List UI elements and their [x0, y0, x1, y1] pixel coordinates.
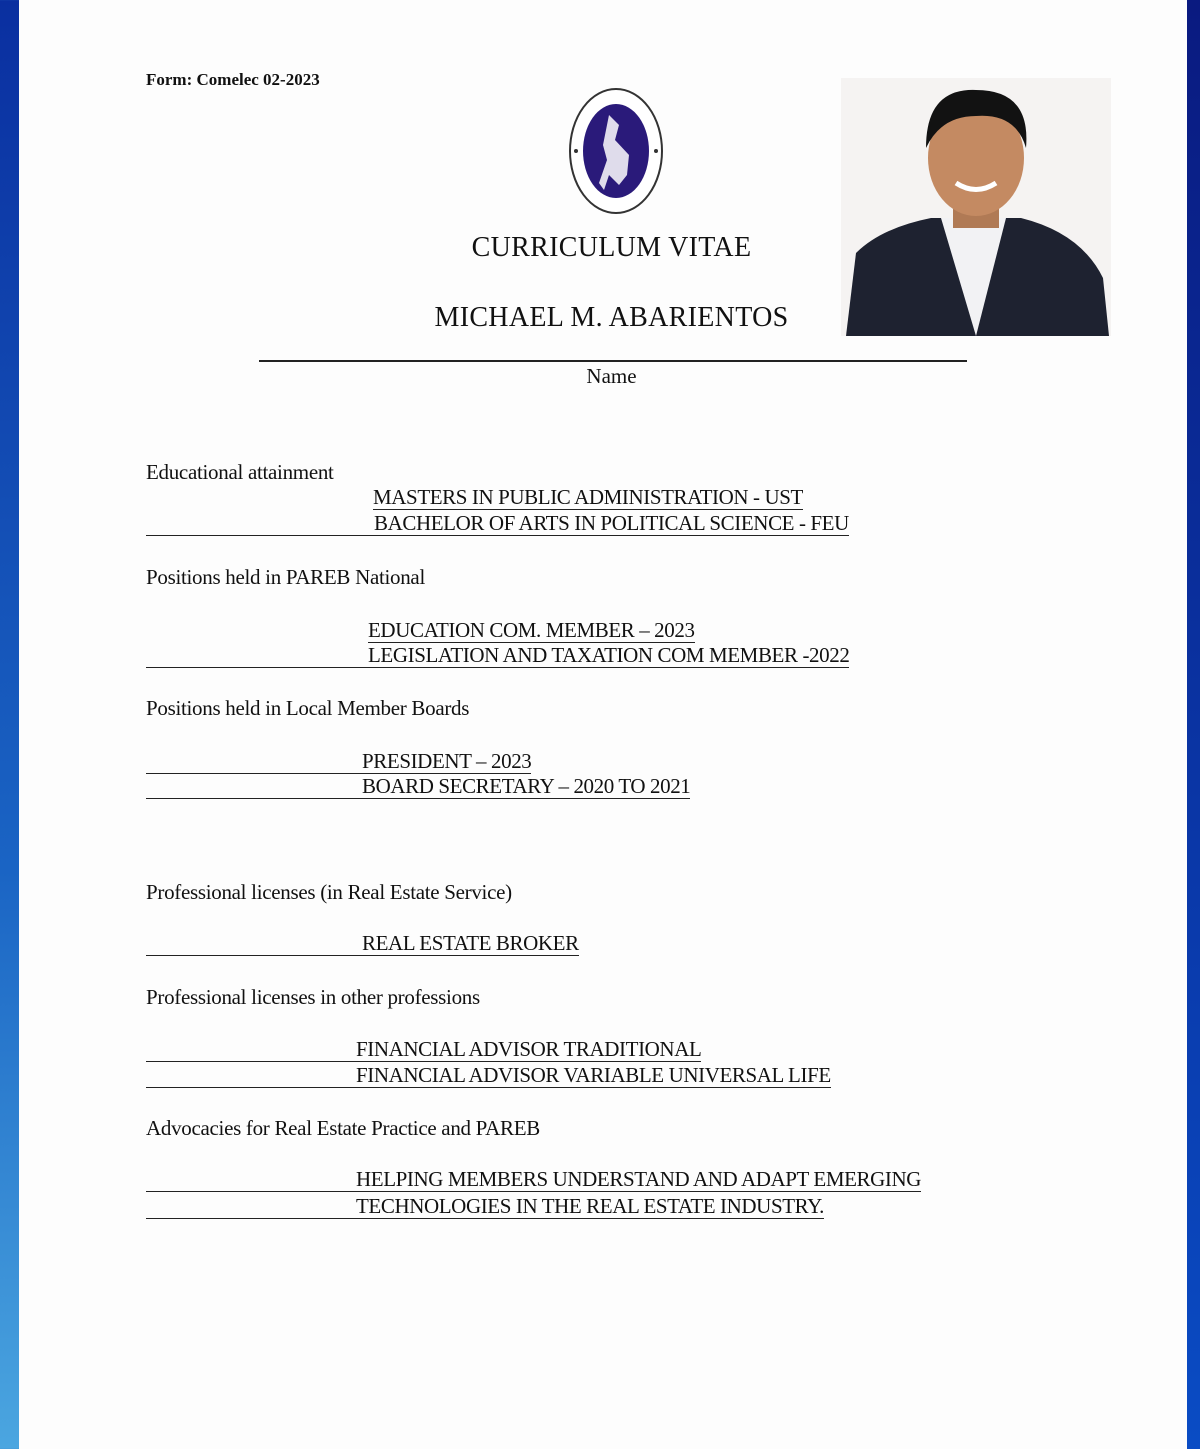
- education-label: Educational attainment: [146, 460, 334, 484]
- name-underline: [259, 360, 967, 362]
- advocacy-item: HELPING MEMBERS UNDERSTAND AND ADAPT EMERGING: [146, 1167, 921, 1192]
- candidate-photo: [841, 78, 1111, 336]
- local-label: Positions held in Local Member Boards: [146, 696, 470, 720]
- document-page: [19, 0, 1187, 1449]
- local-item: BOARD SECRETARY – 2020 TO 2021: [146, 774, 690, 799]
- advocacies-label: Advocacies for Real Estate Practice and PAREB: [146, 1116, 540, 1140]
- local-item: PRESIDENT – 2023: [146, 749, 531, 774]
- name-caption: Name: [586, 364, 637, 388]
- pareb-logo: [549, 85, 684, 217]
- candidate-name: MICHAEL M. ABARIENTOS: [434, 302, 789, 333]
- national-label: Positions held in PAREB National: [146, 565, 425, 589]
- education-item: MASTERS IN PUBLIC ADMINISTRATION - UST: [373, 485, 803, 509]
- document-title: CURRICULUM VITAE: [471, 232, 752, 263]
- license-item: REAL ESTATE BROKER: [146, 931, 579, 956]
- form-label: Form: Comelec 02-2023: [146, 70, 320, 89]
- advocacy-item: TECHNOLOGIES IN THE REAL ESTATE INDUSTRY.: [146, 1194, 824, 1219]
- other-license-item: FINANCIAL ADVISOR TRADITIONAL: [146, 1037, 701, 1062]
- national-item: LEGISLATION AND TAXATION COM MEMBER -2022: [146, 643, 849, 668]
- other-licenses-label: Professional licenses in other professions: [146, 985, 480, 1009]
- national-item: EDUCATION COM. MEMBER – 2023: [368, 618, 695, 642]
- other-license-item: FINANCIAL ADVISOR VARIABLE UNIVERSAL LIFE: [146, 1063, 831, 1088]
- education-item: BACHELOR OF ARTS IN POLITICAL SCIENCE - FEU: [146, 511, 849, 536]
- licenses-label: Professional licenses (in Real Estate Service): [146, 880, 512, 904]
- window-border-right: [1187, 0, 1200, 1449]
